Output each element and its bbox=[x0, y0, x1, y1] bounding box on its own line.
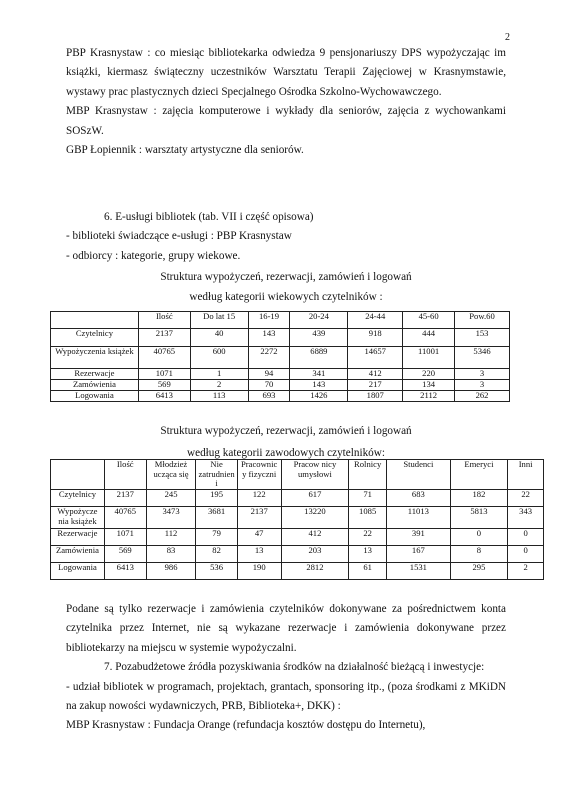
column-header: Pow.60 bbox=[455, 312, 510, 329]
table-cell: 3681 bbox=[196, 507, 237, 529]
column-header bbox=[51, 312, 139, 329]
header-row bbox=[51, 460, 544, 490]
row-label: Wypożyczenia książek bbox=[51, 347, 139, 369]
column-header: Ilość bbox=[138, 312, 190, 329]
row-label: Logowania bbox=[51, 391, 139, 402]
table-cell: 79 bbox=[196, 529, 237, 546]
row-label: Zamówienia bbox=[51, 380, 139, 391]
column-header: Pracownic y fizyczni bbox=[237, 460, 281, 490]
column-header: Rolnicy bbox=[349, 460, 387, 490]
table-cell: 47 bbox=[237, 529, 281, 546]
column-header: Młodzież ucząca się bbox=[146, 460, 196, 490]
table-cell: 14657 bbox=[348, 347, 403, 369]
table-cell: 8 bbox=[450, 546, 508, 563]
table-cell: 918 bbox=[348, 329, 403, 347]
table-cell: 693 bbox=[248, 391, 290, 402]
table-cell: 0 bbox=[450, 529, 508, 546]
table-cell: 6889 bbox=[290, 347, 348, 369]
table-cell: 536 bbox=[196, 563, 237, 580]
page-number: 2 bbox=[505, 32, 510, 43]
para-pbp-krasnystaw: PBP Krasnystaw : co miesiąc bibliotekarka odwiedza 9 pensjonariuszy DPS wypożyczając im książki, kiermasz świąteczny uczestników Warsztatu Terapii Zajęciowej w Krasnymstawie, wystawy prac plastycznych dzieci Specjalnego Ośrodka Szkolno-Wychowawczego. bbox=[66, 47, 506, 98]
table-cell: 6413 bbox=[104, 563, 146, 580]
table-cell: 295 bbox=[450, 563, 508, 580]
table-row bbox=[51, 347, 510, 369]
table-cell: 2272 bbox=[248, 347, 290, 369]
column-header bbox=[51, 460, 105, 490]
table-cell: 412 bbox=[281, 529, 349, 546]
table-cell: 143 bbox=[248, 329, 290, 347]
table-cell: 83 bbox=[146, 546, 196, 563]
row-label: Wypożycze nia książek bbox=[51, 507, 105, 529]
table-cell: 143 bbox=[290, 380, 348, 391]
table-cell: 2 bbox=[190, 380, 248, 391]
table1-title bbox=[66, 268, 506, 306]
table-row bbox=[51, 391, 510, 402]
table2-title bbox=[66, 422, 506, 462]
table-cell: 1 bbox=[190, 369, 248, 380]
table-cell: 190 bbox=[237, 563, 281, 580]
column-header: 45-60 bbox=[403, 312, 455, 329]
table-cell: 71 bbox=[349, 490, 387, 507]
table-cell: 5813 bbox=[450, 507, 508, 529]
section-6 bbox=[66, 208, 506, 266]
table-cell: 13 bbox=[349, 546, 387, 563]
table-cell: 195 bbox=[196, 490, 237, 507]
table-cell: 153 bbox=[455, 329, 510, 347]
para-mbp-orange: MBP Krasnystaw : Fundacja Orange (refundacja kosztów dostępu do Internetu), bbox=[66, 719, 426, 732]
table-cell: 262 bbox=[455, 391, 510, 402]
table-cell: 11001 bbox=[403, 347, 455, 369]
table-row bbox=[51, 369, 510, 380]
table-row bbox=[51, 380, 510, 391]
table-cell: 167 bbox=[387, 546, 451, 563]
table-cell: 70 bbox=[248, 380, 290, 391]
row-label: Rezerwacje bbox=[51, 369, 139, 380]
table-row bbox=[51, 563, 544, 580]
row-label: Rezerwacje bbox=[51, 529, 105, 546]
table-cell: 3 bbox=[455, 380, 510, 391]
table-cell: 2137 bbox=[237, 507, 281, 529]
table2-title-line1: Struktura wypożyczeń, rezerwacji, zamówień i logowań bbox=[160, 425, 412, 437]
row-label: Zamówienia bbox=[51, 546, 105, 563]
row-label: Czytelnicy bbox=[51, 490, 105, 507]
table-cell: 412 bbox=[348, 369, 403, 380]
table-cell: 203 bbox=[281, 546, 349, 563]
table-row bbox=[51, 529, 544, 546]
para-gbp-lopiennik: GBP Łopiennik : warsztaty artystyczne dla seniorów. bbox=[66, 144, 304, 157]
table-cell: 569 bbox=[138, 380, 190, 391]
table-cell: 40 bbox=[190, 329, 248, 347]
table-cell: 5346 bbox=[455, 347, 510, 369]
section-6-heading: 6. E-usługi bibliotek (tab. VII i część opisowa) bbox=[104, 211, 314, 223]
row-label: Czytelnicy bbox=[51, 329, 139, 347]
table-row bbox=[51, 507, 544, 529]
column-header: Inni bbox=[508, 460, 544, 490]
table-cell: 220 bbox=[403, 369, 455, 380]
column-header: 20-24 bbox=[290, 312, 348, 329]
column-header: Nie zatrudnien i bbox=[196, 460, 237, 490]
table-row bbox=[51, 546, 544, 563]
table-cell: 569 bbox=[104, 546, 146, 563]
table-cell: 3 bbox=[455, 369, 510, 380]
table-cell: 40765 bbox=[104, 507, 146, 529]
table-cell: 343 bbox=[508, 507, 544, 529]
table-cell: 2112 bbox=[403, 391, 455, 402]
column-header: Do lat 15 bbox=[190, 312, 248, 329]
header-row bbox=[51, 312, 510, 329]
table-cell: 1531 bbox=[387, 563, 451, 580]
table-cell: 22 bbox=[349, 529, 387, 546]
table-row bbox=[51, 329, 510, 347]
table-cell: 1807 bbox=[348, 391, 403, 402]
table-cell: 1071 bbox=[138, 369, 190, 380]
table1-title-line2: według kategorii wiekowych czytelników : bbox=[189, 291, 383, 303]
table-cell: 22 bbox=[508, 490, 544, 507]
table-row bbox=[51, 490, 544, 507]
table-cell: 0 bbox=[508, 546, 544, 563]
table-cell: 134 bbox=[403, 380, 455, 391]
table-cell: 113 bbox=[190, 391, 248, 402]
para-grants: - udział bibliotek w programach, projektach, grantach, sponsoring itp., (poza środkami z MKiDN na zakup nowości wydawniczych, PRB, Biblioteka+, DKK) : bbox=[66, 680, 506, 713]
table-cell: 13 bbox=[237, 546, 281, 563]
table-cell: 444 bbox=[403, 329, 455, 347]
column-header: Pracow nicy umysłowi bbox=[281, 460, 349, 490]
table-cell: 1426 bbox=[290, 391, 348, 402]
para-note: Podane są tylko rezerwacje i zamówienia czytelników dokonywane za pośrednictwem konta czytelnika przez Internet, nie są wykazane rezerwacje i zamówienia dokonywane przez bibliotekarzy na miejscu w systemie wypożyczalni. bbox=[66, 603, 506, 654]
column-header: 24-44 bbox=[348, 312, 403, 329]
table-cell: 2812 bbox=[281, 563, 349, 580]
table-cell: 112 bbox=[146, 529, 196, 546]
bullet-recipients: - odbiorcy : kategorie, grupy wiekowe. bbox=[66, 249, 241, 262]
table-cell: 2 bbox=[508, 563, 544, 580]
table-cell: 13220 bbox=[281, 507, 349, 529]
table-cell: 82 bbox=[196, 546, 237, 563]
section-7-heading: 7. Pozabudżetowe źródła pozyskiwania środków na działalność bieżącą i inwestycje: bbox=[104, 661, 485, 674]
table2-title-line2: według kategorii zawodowych czytelników: bbox=[187, 447, 385, 459]
table1-title-line1: Struktura wypożyczeń, rezerwacji, zamówień i logowań bbox=[160, 271, 412, 283]
column-header: Ilość bbox=[104, 460, 146, 490]
table-cell: 6413 bbox=[138, 391, 190, 402]
column-header: 16-19 bbox=[248, 312, 290, 329]
table-cell: 61 bbox=[349, 563, 387, 580]
bullet-e-services: - biblioteki świadczące e-usługi : PBP Krasnystaw bbox=[66, 230, 292, 243]
column-header: Studenci bbox=[387, 460, 451, 490]
table-cell: 94 bbox=[248, 369, 290, 380]
table-cell: 245 bbox=[146, 490, 196, 507]
table-professional-categories bbox=[50, 459, 544, 580]
table-cell: 617 bbox=[281, 490, 349, 507]
column-header: Emeryci bbox=[450, 460, 508, 490]
table-cell: 683 bbox=[387, 490, 451, 507]
table-cell: 341 bbox=[290, 369, 348, 380]
table-cell: 1085 bbox=[349, 507, 387, 529]
table-cell: 2137 bbox=[138, 329, 190, 347]
table-cell: 439 bbox=[290, 329, 348, 347]
table-cell: 2137 bbox=[104, 490, 146, 507]
table-cell: 217 bbox=[348, 380, 403, 391]
table-cell: 122 bbox=[237, 490, 281, 507]
para-mbp-krasnystaw: MBP Krasnystaw : zajęcia komputerowe i wykłady dla seniorów, zajęcia z wychowankami SOSzW. bbox=[66, 105, 506, 137]
table-cell: 1071 bbox=[104, 529, 146, 546]
table-age-categories bbox=[50, 311, 510, 402]
table-cell: 600 bbox=[190, 347, 248, 369]
table-cell: 11013 bbox=[387, 507, 451, 529]
table-cell: 40765 bbox=[138, 347, 190, 369]
closing-text bbox=[66, 600, 506, 736]
table-cell: 3473 bbox=[146, 507, 196, 529]
table-cell: 391 bbox=[387, 529, 451, 546]
table-cell: 182 bbox=[450, 490, 508, 507]
intro-text bbox=[66, 44, 506, 160]
row-label: Logowania bbox=[51, 563, 105, 580]
table-cell: 0 bbox=[508, 529, 544, 546]
table-cell: 986 bbox=[146, 563, 196, 580]
